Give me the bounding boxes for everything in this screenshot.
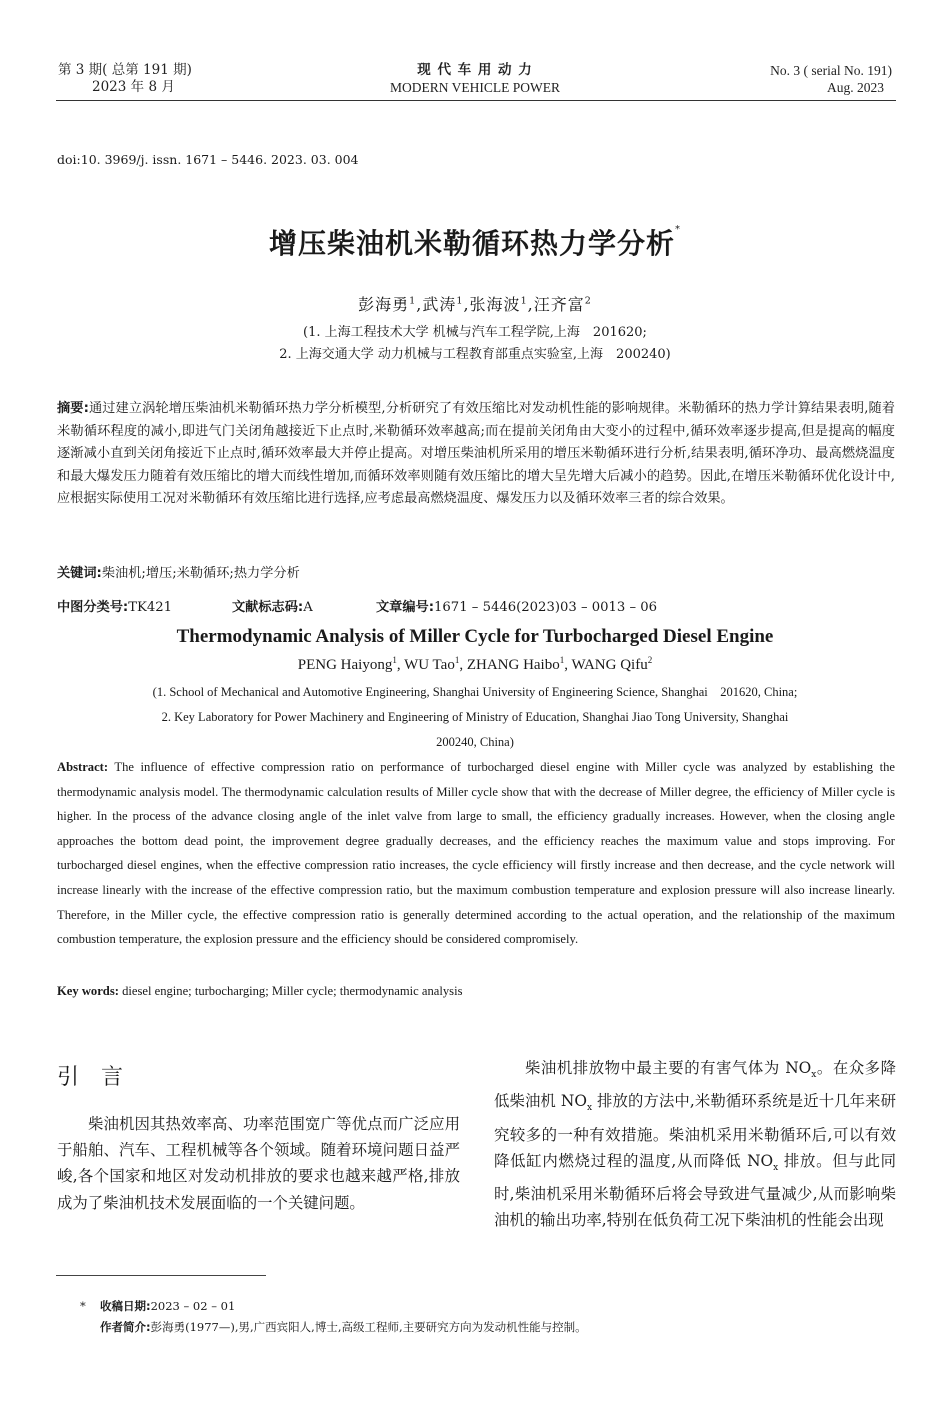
keywords-cn: 关键词:柴油机;增压;米勒循环;热力学分析 bbox=[57, 566, 300, 581]
keywords-en: Key words: diesel engine; turbocharging; Miller cycle; thermodynamic analysis bbox=[57, 984, 463, 998]
abstract-en: Abstract: The influence of effective compression ratio on performance of turbocharged diesel engine with Miller cycle was analyzed by establishing the thermodynamic analysis model. The thermodynamic calculation results of Miller cycle show that with the decrease of Miller degree, the efficiency of Miller cycle is higher. In the process of the advance closing angle of the inlet valve from large to small, the efficiency gradually increases. However, when the closing angle approaches the bottom dead point, the improvement degree gradually decreases, and the efficiency reaches the maximum value and stops improving. For turbocharged diesel engines, when the effective compression ratio increases, the cycle efficiency will firstly increase and then decrease, and the cycle network will increase linearly with the increase of the effective compression ratio, but the maximum combustion temperature and explosion pressure will also increase linearly. Therefore, in the Miller cycle, the effective compression ratio is generally determined according to the actual operation, and the relationship of the maximum combustion temperature, the explosion pressure and the efficiency should be considered compromisely. bbox=[57, 760, 895, 947]
journal-title-cn: 现 代 车 用 动 力 bbox=[417, 62, 533, 78]
body-left-paragraph: 柴油机因其热效率高、功率范围宽广等优点而广泛应用于船舶、汽车、工程机械等各个领域。随着环境问题日益严峻,各个国家和地区对发动机排放的要求也越来越严格,排放成为了柴油机技术发展面临的一个关键问题。 bbox=[57, 1115, 460, 1212]
paper-title-cn: 增压柴油机米勒循环热力学分析* bbox=[268, 224, 681, 260]
affiliation-en-2: 2. Key Laboratory for Power Machinery and Engineering of Ministry of Education, Shanghai Jiao Tong University, Shanghai bbox=[161, 710, 789, 724]
affiliation-cn-1: (1. 上海工程技术大学 机械与汽车工程学院,上海 201620; bbox=[303, 325, 647, 340]
footnote-star: * bbox=[80, 1299, 86, 1313]
section-heading-introduction: 引言 bbox=[57, 1065, 146, 1090]
article-number: 文章编号:1671 – 5446(2023)03 – 0013 – 06 bbox=[376, 600, 658, 615]
body-right-paragraph: 柴油机排放物中最主要的有害气体为 $NO_x$。在众多降低柴油机 $NO_x$ 排放的方法中,米勒循环系统是近十几年来研究较多的一种有效措施。柴油机采用米勒循环后,可以有效降低缸内燃烧过程的温度,从而降低 $NO_x$ 排放。但与此同时,柴油机采用米勒循环后将会导致进气量减少,从而影响柴油机的输出功率,特别在低负荷工况下柴油机的性能会出现 bbox=[494, 1059, 896, 1230]
doi: doi:10. 3969/j. issn. 1671 – 5446. 2023. 03. 004 bbox=[57, 152, 359, 167]
authors-en: PENG Haiyong$^1$, WU Tao$^1$, ZHANG Haibo$^1$, WANG Qifu$^2$ bbox=[297, 655, 653, 673]
document-code: 文献标志码:A bbox=[232, 600, 313, 615]
date-en: Aug. 2023 bbox=[827, 80, 884, 95]
title-footnote-mark: * bbox=[675, 224, 681, 235]
header-rule bbox=[56, 100, 896, 101]
abstract-cn: 摘要:通过建立涡轮增压柴油机米勒循环热力学分析模型,分析研究了有效压缩比对发动机性能的影响规律。米勒循环的热力学计算结果表明,随着米勒循环程度的减小,即进气门关闭角越接近下止点时,米勒循环效率越高;而在提前关闭角由大变小的过程中,循环效率逐步提高,但是提高的幅度逐渐减小直到关闭角接近下止点时,循环效率最大并停止提高。对增压柴油机所采用的增压米勒循环进行分析,结果表明,循环净功、最高燃烧温度和最大爆发压力随着有效压缩比的增大而线性增加,而循环效率则随有效压缩比的增大呈先增大后减小的趋势。因此,在增压米勒循环优化设计中,应根据实际使用工况对米勒循环有效压缩比进行选择,应考虑最高燃烧温度、爆发压力以及循环效率三者的综合效果。 bbox=[57, 401, 895, 506]
footnote-received: 收稿日期:2023 – 02 – 01 bbox=[100, 1299, 236, 1313]
issue-en: No. 3 ( serial No. 191) bbox=[770, 63, 892, 78]
affiliation-cn-2: 2. 上海交通大学 动力机械与工程教育部重点实验室,上海 200240) bbox=[279, 347, 671, 362]
authors-cn: 彭海勇$^1$,武涛$^1$,张海波$^1$,汪齐富$^2$ bbox=[358, 295, 592, 314]
journal-title-en: MODERN VEHICLE POWER bbox=[390, 80, 560, 95]
footnote-author-bio: 作者简介:彭海勇(1977—),男,广西宾阳人,博士,高级工程师,主要研究方向为发动机性能与控制。 bbox=[100, 1320, 587, 1334]
clc-number: 中图分类号:TK421 bbox=[57, 600, 173, 615]
date-cn: 2023 年 8 月 bbox=[92, 79, 175, 95]
paper-title-en: Thermodynamic Analysis of Miller Cycle for Turbocharged Diesel Engine bbox=[176, 626, 774, 647]
affiliation-en-1: (1. School of Mechanical and Automotive Engineering, Shanghai University of Engineering Science, Shanghai 201620, China; bbox=[152, 685, 798, 699]
issue-cn: 第 3 期( 总第 191 期) bbox=[58, 62, 192, 78]
affiliation-en-3: 200240, China) bbox=[436, 735, 514, 749]
footnote-rule bbox=[56, 1275, 266, 1276]
